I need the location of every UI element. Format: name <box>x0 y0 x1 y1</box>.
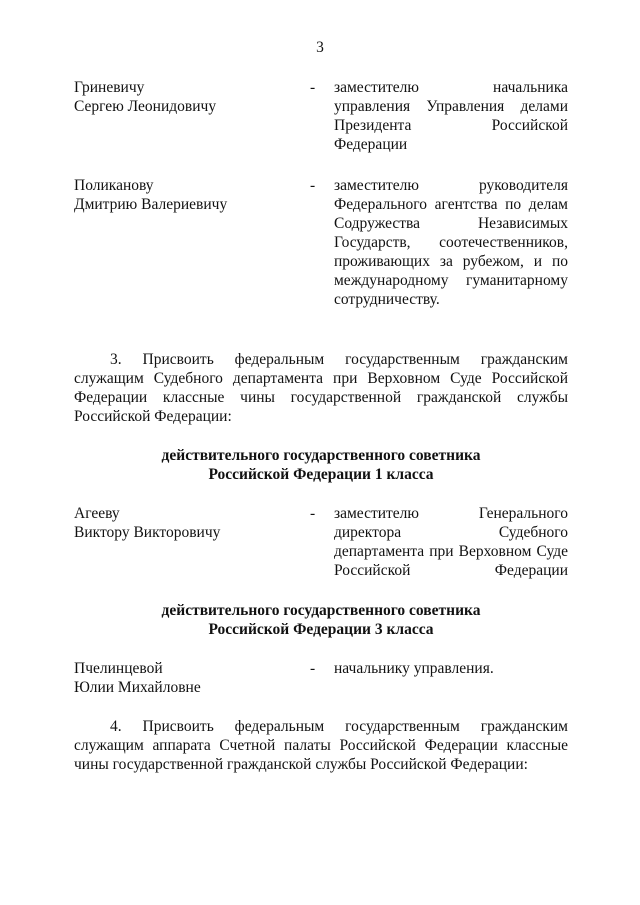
person-name <box>74 504 294 542</box>
position-title: заместителю Генерального директора Судебного департамента при Верховном Суде Российской Федерации <box>334 505 568 579</box>
rank-heading-class-3 <box>74 601 568 639</box>
clause-3-paragraph: 3. Присвоить федеральным государственным гражданским служащим Судебного департамента при Верховном Суде Российской Федерации классные чины государственной гражданской службы Российской Федерации: <box>74 351 568 425</box>
surname: Поликанову <box>74 177 154 194</box>
given-names: Дмитрию Валериевичу <box>74 196 228 213</box>
position-title: заместителю начальника управления Управления делами Президента Российской Федерации <box>334 79 568 153</box>
dash-separator: - <box>310 505 316 522</box>
given-names: Сергею Леонидовичу <box>74 98 217 115</box>
dash-separator: - <box>310 79 316 96</box>
given-names: Юлии Михайловне <box>74 679 201 696</box>
given-names: Виктору Викторовичу <box>74 524 221 541</box>
page-number: 3 <box>316 39 324 56</box>
surname: Пчелинцевой <box>74 660 163 677</box>
clause-4-paragraph: 4. Присвоить федеральным государственным гражданским служащим аппарата Счетной палаты Российской Федерации классные чины государственной гражданской службы Российской Федерации: <box>74 718 568 773</box>
position-title: заместителю руководителя Федерального агентства по делам Содружества Независимых Государств, соотечественников, проживающих за рубежом, и по международному гуманитарному сотрудничеству. <box>334 177 568 308</box>
surname: Гриневичу <box>74 79 145 96</box>
rank-heading-class-1 <box>74 446 568 484</box>
rank-heading-line2: Российской Федерации 3 класса <box>208 621 434 638</box>
person-name <box>74 659 294 697</box>
rank-heading-line1: действительного государственного советника <box>161 602 481 619</box>
dash-separator: - <box>310 177 316 194</box>
rank-heading-line1: действительного государственного советника <box>161 447 481 464</box>
position-title: начальнику управления. <box>334 660 494 677</box>
dash-separator: - <box>310 660 316 677</box>
surname: Агееву <box>74 505 120 522</box>
person-name <box>74 78 294 116</box>
rank-heading-line2: Российской Федерации 1 класса <box>208 466 434 483</box>
person-name <box>74 176 294 214</box>
